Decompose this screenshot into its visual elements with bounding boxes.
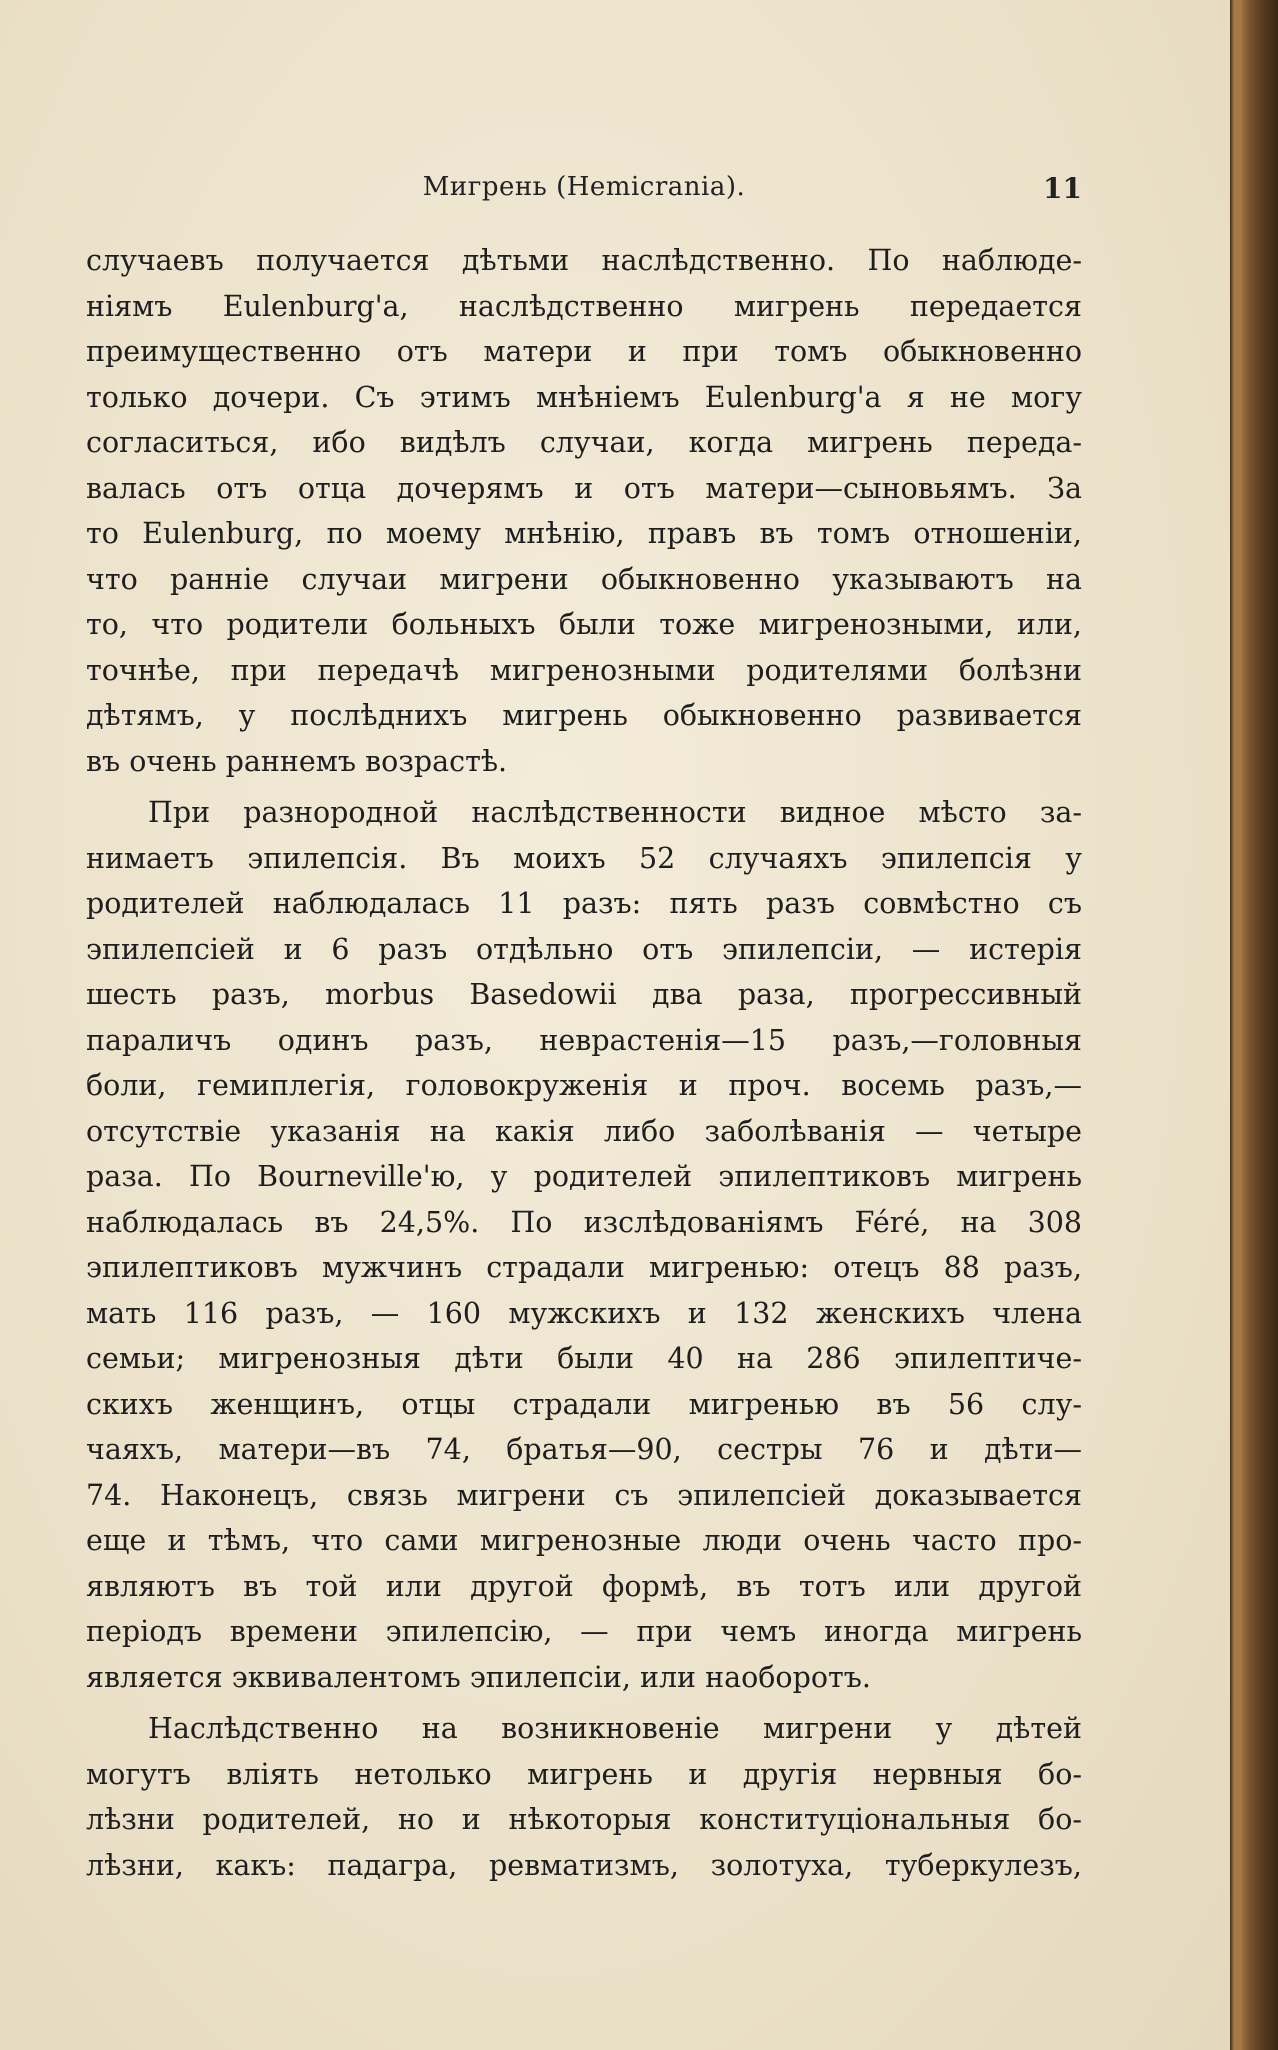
text-line: еще и тѣмъ, что сами мигренозные люди очень часто про- [86,1524,1082,1557]
body-text [86,238,1082,1888]
text-line: лѣзни, какъ: падагра, ревматизмъ, золотуха, туберкулезъ, [86,1848,1082,1882]
text-line: семьи; мигренозныя дѣти были 40 на 286 эпилептиче- [86,1342,1082,1375]
text-line: согласиться, ибо видѣлъ случаи, когда мигрень переда- [86,426,1082,459]
text-line: лѣзни родителей, но и нѣкоторыя конституціональныя бо- [86,1803,1082,1836]
paragraph [86,790,1082,1700]
page-header [86,172,1082,208]
text-line: боли, гемиплегія, головокруженія и проч. восемь разъ,— [86,1069,1082,1102]
text-line: то, что родители больныхъ были тоже мигренозными, или, [86,608,1082,641]
text-line: раза. По Bourneville'ю, у родителей эпилептиковъ мигрень [86,1160,1082,1193]
text-line: періодъ времени эпилепсію, — при чемъ иногда мигрень [86,1615,1082,1648]
text-line: что ранніе случаи мигрени обыкновенно указываютъ на [86,562,1082,596]
text-line: эпилепсіей и 6 разъ отдѣльно отъ эпилепсіи, — истерія [86,932,1082,966]
text-line: мать 116 разъ, — 160 мужскихъ и 132 женскихъ члена [86,1296,1082,1330]
text-line: Наслѣдственно на возникновеніе мигрени у дѣтей [148,1712,1082,1745]
text-line: наблюдалась въ 24,5%. По изслѣдованіямъ Féré, на 308 [86,1205,1082,1239]
text-line: въ очень раннемъ возрастѣ. [86,744,508,778]
text-line: отсутствіе указанія на какія либо заболѣванія — четыре [86,1114,1082,1148]
paragraph [86,238,1082,784]
paragraph [86,1706,1082,1888]
text-line: дѣтямъ, у послѣднихъ мигрень обыкновенно развивается [86,699,1082,732]
text-line: то Eulenburg, по моему мнѣнію, правъ въ томъ отношеніи, [86,517,1082,550]
text-line: эпилептиковъ мужчинъ страдали мигренью: отецъ 88 разъ, [86,1251,1082,1284]
text-line: При разнородной наслѣдственности видное мѣсто за- [148,796,1082,829]
text-line: точнѣе, при передачѣ мигренозными родителями болѣзни [86,653,1082,687]
text-line: параличъ одинъ разъ, неврастенія—15 разъ,—головныя [86,1023,1082,1057]
text-line: нимаетъ эпилепсія. Въ моихъ 52 случаяхъ эпилепсія у [86,841,1082,875]
running-title: Мигрень (Hemicrania). [422,172,746,202]
text-line: чаяхъ, матери—въ 74, братья—90, сестры 76 и дѣти— [86,1433,1082,1466]
page-number: 11 [1043,172,1082,205]
text-line: могутъ вліять нетолько мигрень и другія нервныя бо- [86,1757,1082,1791]
text-line: скихъ женщинъ, отцы страдали мигренью въ 56 слу- [86,1387,1082,1421]
text-line: родителей наблюдалась 11 разъ: пять разъ совмѣстно съ [86,887,1082,920]
text-line: является эквивалентомъ эпилепсіи, или наоборотъ. [86,1660,871,1694]
text-line: случаевъ получается дѣтьми наслѣдственно. По наблюде- [86,244,1082,277]
text-line: ніямъ Eulenburg'a, наслѣдственно мигрень передается [86,289,1082,323]
text-line: 74. Наконецъ, связь мигрени съ эпилепсіей доказывается [86,1478,1082,1512]
text-line: преимущественно отъ матери и при томъ обыкновенно [86,335,1082,368]
book-spine [1230,0,1278,2050]
text-line: только дочери. Съ этимъ мнѣніемъ Eulenburg'a я не могу [86,380,1082,414]
text-line: шесть разъ, morbus Basedowii два раза, прогрессивный [86,978,1082,1011]
spine-edge [1234,0,1242,2050]
text-line: валась отъ отца дочерямъ и отъ матери—сыновьямъ. За [86,471,1082,505]
text-line: являютъ въ той или другой формѣ, въ тотъ или другой [86,1569,1082,1603]
